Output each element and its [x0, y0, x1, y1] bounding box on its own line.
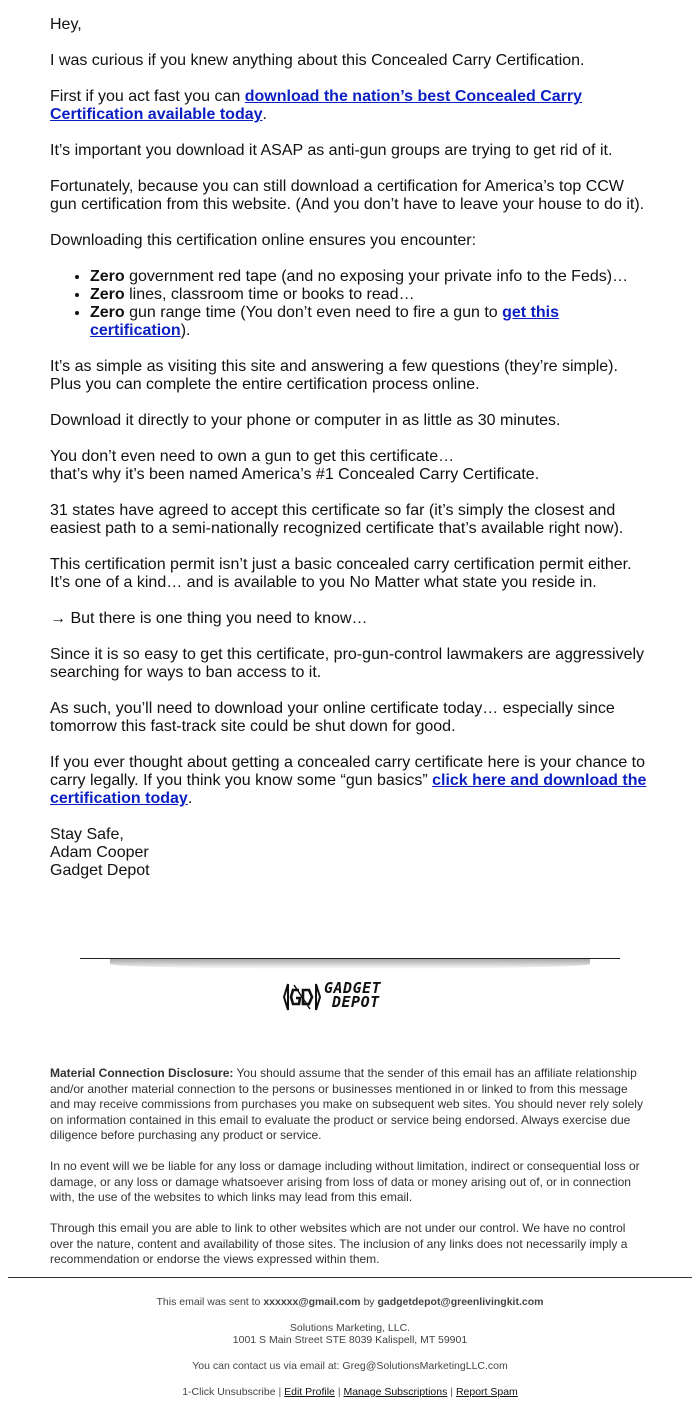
benefit-text: lines, classroom time or books to read…	[124, 286, 415, 303]
street-address: 1001 S Main Street STE 8039 Kalispell, MT 59901	[232, 1334, 468, 1346]
paragraph-important: It’s important you download it ASAP as anti-gun groups are trying to get rid of it.	[50, 142, 613, 159]
gadget-depot-logo	[282, 980, 404, 1014]
signature	[50, 826, 650, 880]
paragraph-permit	[50, 556, 650, 592]
recipient-email: xxxxxx@gmail.com	[263, 1296, 361, 1308]
signature-name: Adam Cooper	[50, 844, 149, 861]
footer-divider	[8, 1277, 692, 1278]
paragraph-permit-line2: It’s one of a kind… and is available to you No Matter what state you reside in.	[50, 574, 597, 591]
separator: |	[334, 1386, 344, 1398]
get-certification-link[interactable]: get this certification	[90, 304, 560, 339]
signature-company: Gadget Depot	[50, 862, 150, 879]
benefit-item	[90, 304, 650, 340]
sent-to-line	[0, 1296, 700, 1308]
edit-profile-link[interactable]: Edit Profile	[284, 1386, 335, 1398]
benefit-bold: Zero	[90, 268, 125, 285]
separator: |	[275, 1386, 285, 1398]
paragraph-simple-line2: Plus you can complete the entire certification process online.	[50, 376, 480, 393]
sent-by-text: by	[360, 1296, 378, 1308]
paragraph-since: Since it is so easy to get this certificate, pro-gun-control lawmakers are aggressively searching for ways to ban access to it.	[50, 646, 645, 681]
benefit-text-end: ).	[180, 322, 191, 339]
footer-links	[0, 1386, 700, 1398]
greeting: Hey,	[50, 16, 82, 33]
benefit-bold: Zero	[90, 304, 125, 321]
logo-word-gadget: GADGET	[324, 979, 382, 997]
gd-mark-icon	[282, 980, 322, 1014]
disclosure-liability: In no event will we be liable for any loss or damage including without limitation, indirect or consequential loss or damage, or any loss or damage whatsoever arising from loss of data or money arising out of, or in connection with, the use of the websites to which links may lead from this email.	[50, 1159, 640, 1204]
unsubscribe-text[interactable]: 1-Click Unsubscribe	[182, 1386, 276, 1398]
disclosure-label: Material Connection Disclosure:	[50, 1066, 234, 1080]
paragraph-states: 31 states have agreed to accept this certificate so far (it’s simply the closest and easiest path to a semi-nationally recognized certificate that’s available right now).	[50, 502, 624, 537]
logo-wordmark	[324, 981, 404, 1009]
paragraph-first	[50, 88, 650, 124]
paragraph-first-end: .	[262, 106, 267, 123]
paragraph-simple	[50, 358, 650, 394]
benefits-list	[50, 268, 650, 340]
benefit-item	[90, 268, 650, 286]
paragraph-downloading: Downloading this certification online ensures you encounter:	[50, 232, 477, 249]
manage-subscriptions-link[interactable]: Manage Subscriptions	[343, 1386, 448, 1398]
paragraph-as-such: As such, you’ll need to download your online certificate today… especially since tomorrow this fast-track site could be shut down for good.	[50, 700, 615, 735]
contact-line: You can contact us via email at: Greg@SolutionsMarketingLLC.com	[192, 1360, 508, 1372]
separator: |	[447, 1386, 456, 1398]
paragraph-ever	[50, 754, 650, 808]
paragraph-first-text: First if you act fast you can	[50, 88, 245, 105]
email-footer	[0, 1296, 700, 1412]
disclosure-section	[50, 1066, 650, 1283]
company-address	[0, 1322, 700, 1346]
paragraph-own-line1: You don’t even need to own a gun to get this certificate…	[50, 448, 455, 465]
company-name: Solutions Marketing, LLC.	[289, 1322, 411, 1334]
disclosure-material	[50, 1066, 650, 1144]
sent-to-text: This email was sent to	[156, 1296, 264, 1308]
click-here-download-link[interactable]: click here and download the certification today	[50, 772, 647, 807]
paragraph-curious: I was curious if you knew anything about this Concealed Carry Certification.	[50, 52, 585, 69]
benefit-item	[90, 286, 650, 304]
download-certification-link[interactable]: download the nation’s best Concealed Carry Certification available today	[50, 88, 582, 123]
paragraph-download-direct: Download it directly to your phone or computer in as little as 30 minutes.	[50, 412, 561, 429]
signature-line: Stay Safe,	[50, 826, 124, 843]
paragraph-own	[50, 448, 650, 484]
benefit-text: government red tape (and no exposing your private info to the Feds)…	[124, 268, 629, 285]
benefit-bold: Zero	[90, 286, 125, 303]
disclosure-links: Through this email you are able to link to other websites which are not under our control. We have no control over the nature, content and availability of those sites. The inclusion of any links does not necessarily imply a recommendation or endorse the views expressed within them.	[50, 1221, 628, 1266]
paragraph-simple-line1: It’s as simple as visiting this site and answering a few questions (they’re simple).	[50, 358, 618, 375]
email-body	[50, 16, 650, 880]
paragraph-ever-end: .	[187, 790, 193, 807]
report-spam-link[interactable]: Report Spam	[455, 1386, 518, 1398]
divider-shadow	[110, 959, 590, 969]
benefit-text: gun range time (You don’t even need to fire a gun to	[124, 304, 503, 321]
paragraph-ever-text: If you ever thought about getting a concealed carry certificate here is your chance to carry legally. If you think you know some “gun basics”	[50, 754, 646, 789]
sender-email: gadgetdepot@greenlivingkit.com	[377, 1296, 544, 1308]
disclosure-text: You should assume that the sender of this email has an affiliate relationship and/or another material connection to the persons or businesses mentioned in or linked to from this message and may receive commissions from purchases you make on subsequent web sites. You should never rely solely on information contained in this email to evaluate the product or service being endorsed. Always exercise due diligence before purchasing any product or service.	[50, 1066, 643, 1142]
paragraph-one-thing: → But there is one thing you need to know…	[50, 610, 368, 627]
paragraph-own-line2: that’s why it’s been named America’s #1 Concealed Carry Certificate.	[50, 466, 540, 483]
logo-word-depot: DEPOT	[332, 993, 380, 1011]
paragraph-fortunately: Fortunately, because you can still download a certification for America’s top CCW gun certification from this website. (And you don’t have to leave your house to do it).	[50, 178, 645, 213]
paragraph-permit-line1: This certification permit isn’t just a basic concealed carry certification permit either.	[50, 556, 632, 573]
